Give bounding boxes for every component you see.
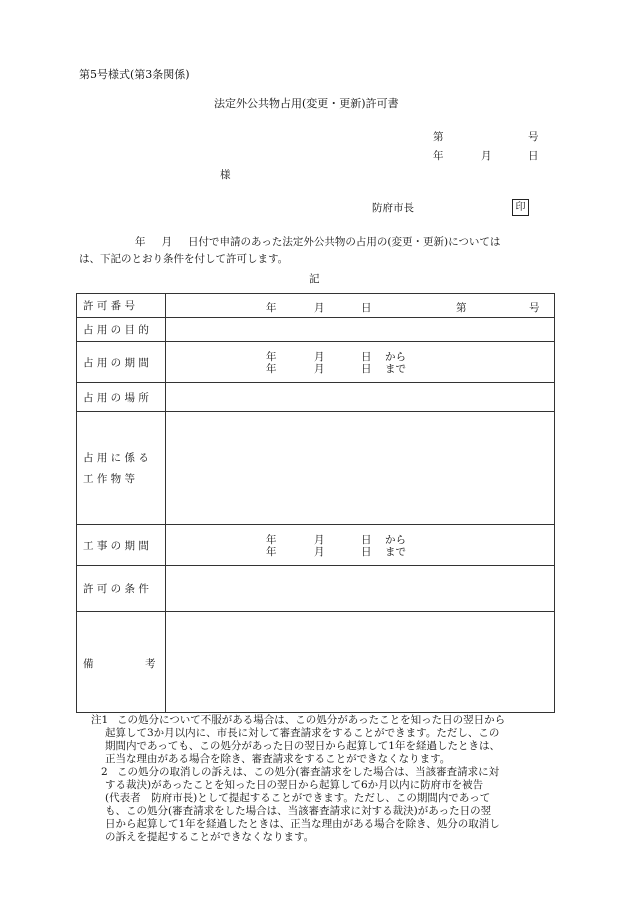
number-prefix: 第	[433, 131, 444, 143]
op-to-day: 日	[361, 363, 372, 375]
cp-to-day: 日	[361, 546, 372, 558]
table-row	[77, 525, 555, 566]
table-row	[77, 318, 555, 342]
note-2-line: 日から起算して1年を経過したときは、正当な理由がある場合を除き、処分の取消し	[105, 818, 500, 830]
note-2-line: この処分の取消しの訴えは、この処分(審査請求をした場合は、当該審査請求に対	[117, 766, 500, 778]
op-from-day: 日	[361, 351, 372, 363]
label-structures-line1: 占 用 に 係 る	[83, 452, 149, 464]
label-structures-line2: 工 作 物 等	[83, 473, 136, 485]
body-text-line1	[135, 236, 500, 249]
cp-from-year: 年	[266, 534, 277, 546]
op-to-year: 年	[266, 363, 277, 375]
op-from-suffix: から	[385, 351, 406, 363]
table-row	[77, 342, 555, 383]
note-2-line: する裁決)があったことを知った日の翌日から起算して6か月以内に防府市を被告	[105, 779, 484, 791]
issuer-name: 防府市長	[372, 202, 414, 214]
value-location	[166, 383, 555, 412]
value-construction-period	[166, 525, 555, 566]
value-structures	[166, 412, 555, 525]
document-title: 法定外公共物占用(変更・更新)許可書	[214, 97, 399, 110]
ki-marker: 記	[309, 273, 320, 285]
label-permit-number: 許 可 番 号	[77, 294, 166, 318]
op-to-month: 月	[314, 363, 325, 375]
note-1-mark: 注1	[91, 714, 109, 726]
form-number: 第5号様式(第3条関係)	[79, 68, 190, 81]
cp-to-suffix: まで	[385, 546, 406, 558]
note-1-line: 起算して3か月以内に、市長に対して審査請求をすることができます。ただし、この	[105, 727, 500, 739]
pn-go: 号	[529, 302, 540, 314]
body-year: 年	[135, 236, 146, 248]
note-2-line: (代表者 防府市長)として提起することができます。ただし、この期間内であって	[105, 792, 491, 804]
table-row	[77, 612, 555, 713]
number-suffix: 号	[528, 131, 539, 143]
seal-box: 印	[512, 199, 529, 216]
issue-year: 年	[433, 150, 444, 162]
label-remarks-right: 考	[145, 658, 156, 670]
note-1	[91, 714, 556, 766]
value-permit-number	[166, 294, 555, 318]
permit-table	[76, 293, 555, 713]
value-occupancy-period	[166, 342, 555, 383]
note-2-line: も、この処分(審査請求をした場合は、当該審査請求に対する裁決)があった日の翌	[105, 805, 492, 817]
label-remarks	[77, 612, 166, 713]
issue-day: 日	[528, 150, 539, 162]
op-from-year: 年	[266, 351, 277, 363]
cp-to-year: 年	[266, 546, 277, 558]
label-occupancy-period: 占 用 の 期 間	[77, 342, 166, 383]
pn-month: 月	[314, 302, 325, 314]
label-structures	[77, 412, 166, 525]
note-1-line: 正当な理由がある場合を除き、審査請求をすることができなくなります。	[105, 753, 451, 765]
notes-section	[91, 714, 556, 844]
issue-month: 月	[481, 150, 492, 162]
pn-dai: 第	[456, 302, 467, 314]
cp-from-month: 月	[314, 534, 325, 546]
value-purpose	[166, 318, 555, 342]
cp-to-month: 月	[314, 546, 325, 558]
note-1-line: この処分について不服がある場合は、この処分があったことを知った日の翌日から	[117, 714, 506, 726]
label-construction-period: 工 事 の 期 間	[77, 525, 166, 566]
body-month: 月	[161, 236, 172, 248]
cp-from-day: 日	[361, 534, 372, 546]
note-2	[91, 766, 556, 844]
label-purpose: 占 用 の 目 的	[77, 318, 166, 342]
value-remarks	[166, 612, 555, 713]
label-conditions: 許 可 の 条 件	[77, 566, 166, 612]
cp-from-suffix: から	[385, 534, 406, 546]
note-1-line: 期間内であっても、この処分があった日の翌日から起算して1年を経過したときは、	[105, 740, 500, 752]
label-remarks-left: 備	[83, 658, 94, 670]
op-to-suffix: まで	[385, 363, 406, 375]
op-from-month: 月	[314, 351, 325, 363]
table-row	[77, 294, 555, 318]
table-row	[77, 412, 555, 525]
pn-year: 年	[266, 302, 277, 314]
table-row	[77, 383, 555, 412]
value-conditions	[166, 566, 555, 612]
table-row	[77, 566, 555, 612]
pn-day: 日	[361, 302, 372, 314]
note-2-line: の訴えを提起することができなくなります。	[105, 831, 315, 843]
note-2-mark: 2	[101, 766, 108, 778]
body-rest: 日付で申請のあった法定外公共物の占用の(変更・更新)については	[188, 236, 501, 248]
body-text-line2: は、下記のとおり条件を付して許可します。	[79, 253, 289, 265]
label-location: 占 用 の 場 所	[77, 383, 166, 412]
recipient-honorific: 様	[220, 169, 231, 181]
